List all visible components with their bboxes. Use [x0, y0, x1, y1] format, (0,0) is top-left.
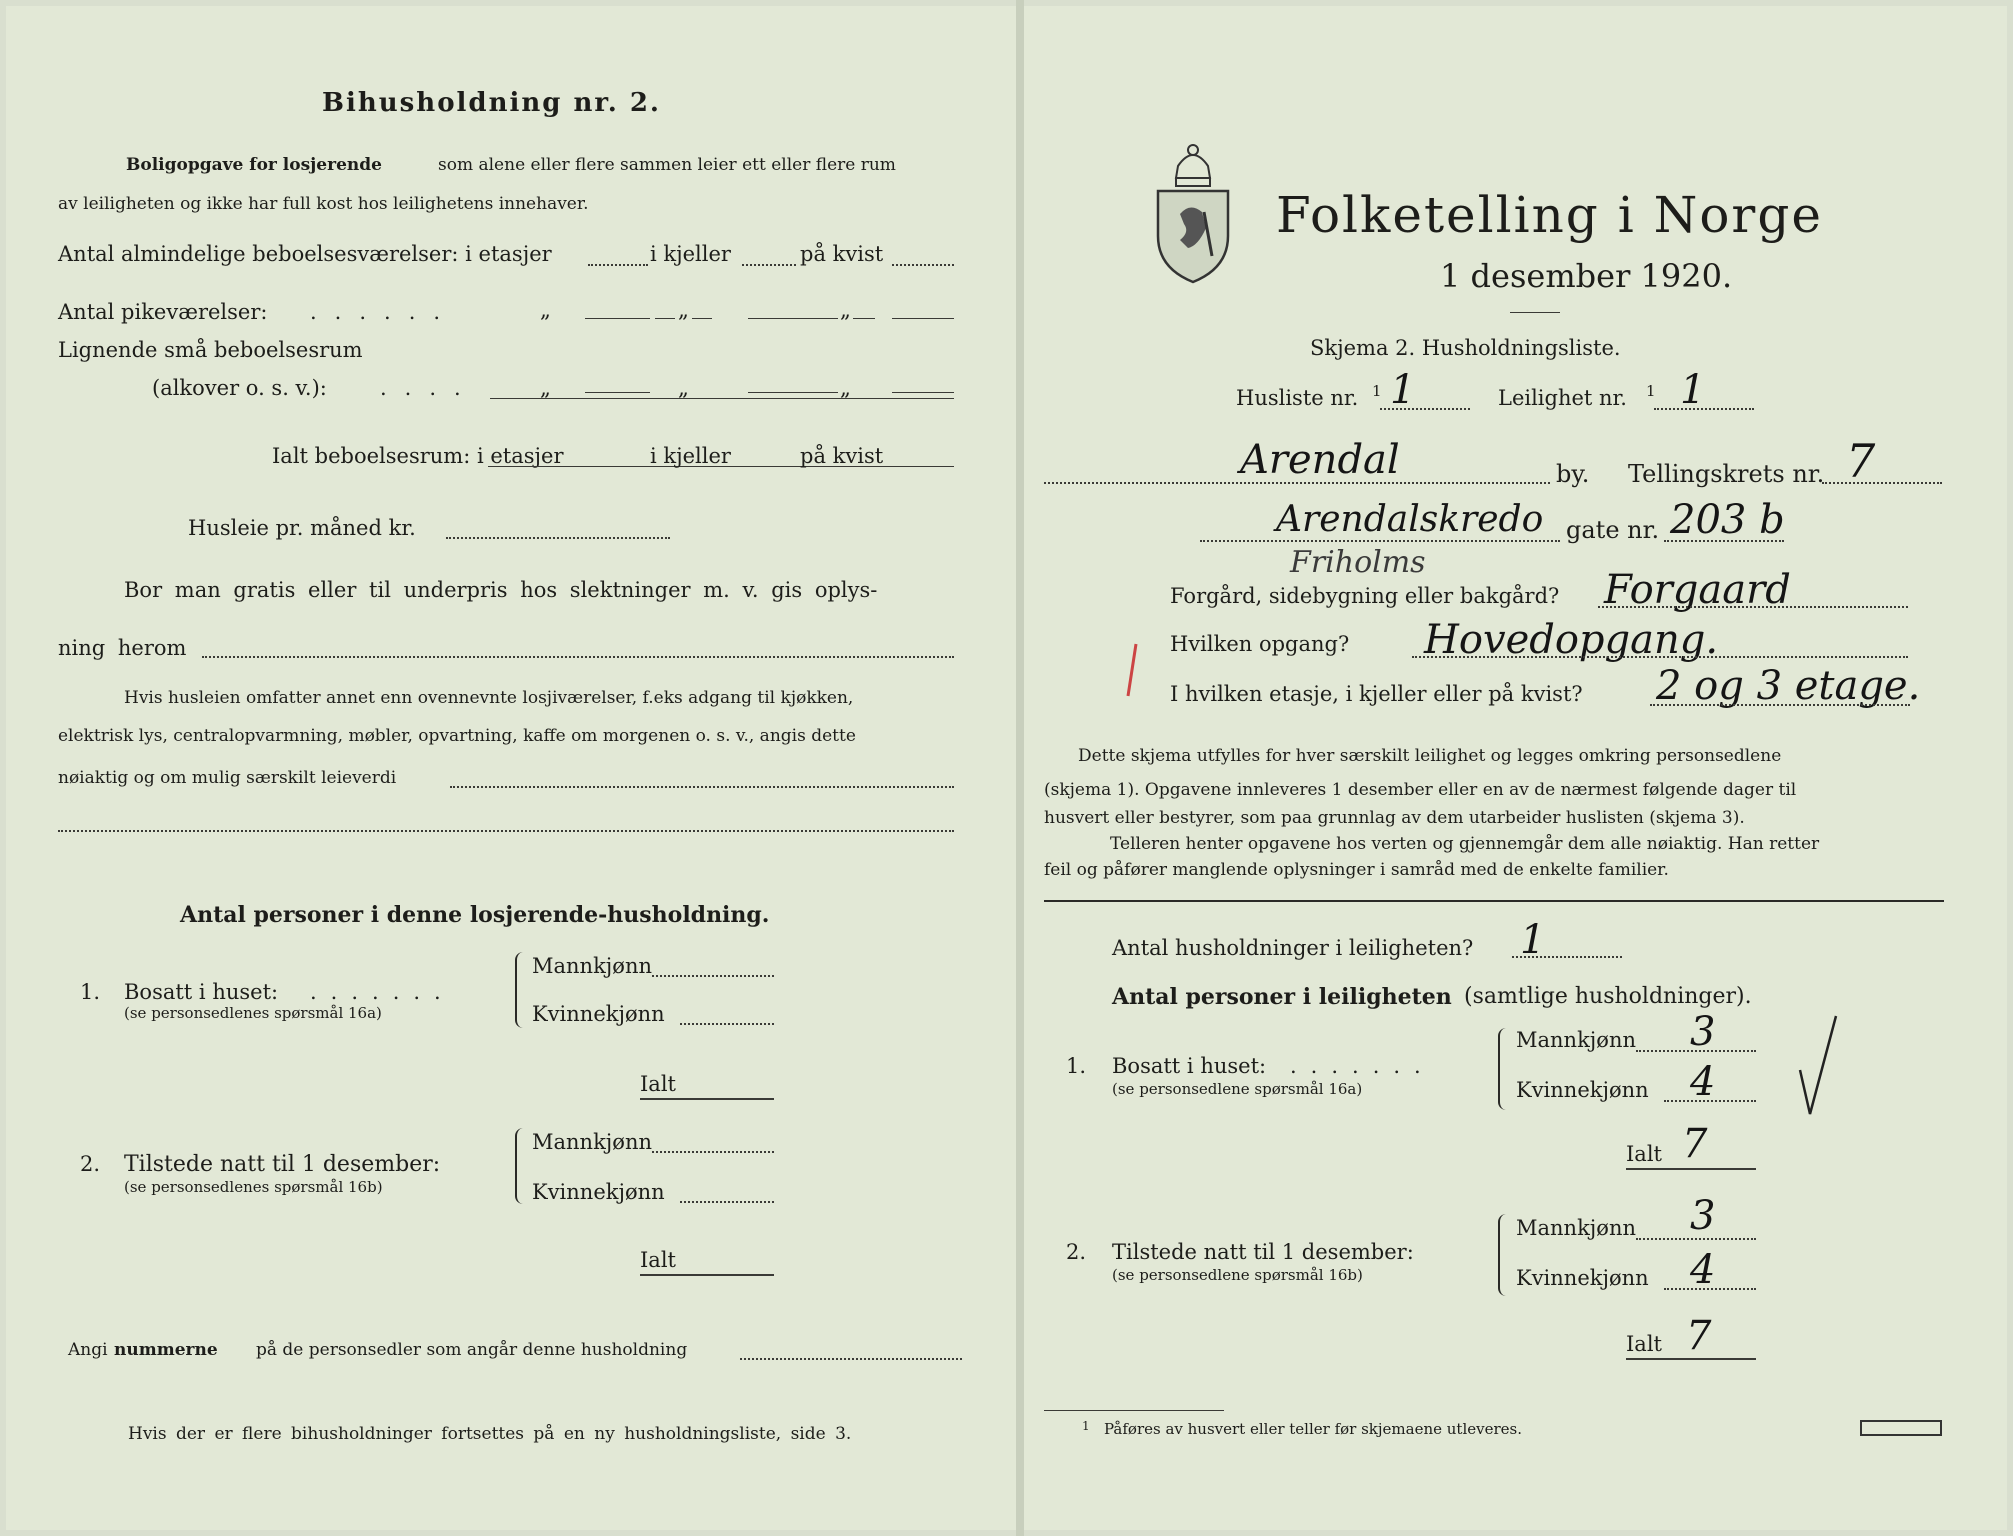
right-q1-brace — [1498, 1028, 1510, 1110]
left-q1-brace — [515, 952, 527, 1028]
gate-nr-field[interactable] — [1664, 540, 1784, 542]
info-line-2: (skjema 1). Opgavene innleveres 1 desember eller en av de nærmest følgende dager til — [1044, 780, 1797, 800]
right-q1-mann-value: 3 — [1690, 1009, 1716, 1055]
pike-dash-2 — [692, 318, 712, 319]
left-q2-ialt-field[interactable] — [640, 1274, 774, 1276]
right-q2-mann-field[interactable] — [1636, 1238, 1756, 1240]
ialt-kvist-label: på kvist — [800, 444, 884, 468]
pike-kjeller-field[interactable] — [748, 318, 838, 319]
lignende-ditto-3: „ — [840, 376, 851, 400]
right-q1-mann-label: Mannkjønn — [1516, 1028, 1637, 1052]
angi-field[interactable] — [740, 1358, 962, 1360]
right-q1-label: Bosatt i huset: — [1112, 1054, 1267, 1078]
rooms-kvist-field[interactable] — [892, 264, 954, 266]
leieverdi-field[interactable] — [450, 786, 954, 788]
left-footer: Hvis der er flere bihusholdninger fortsettes på en ny husholdningsliste, side 3. — [128, 1424, 852, 1444]
gate-nr-value: 203 b — [1670, 497, 1785, 543]
left-q2-kvinne-label: Kvinnekjønn — [532, 1180, 665, 1204]
right-q1-kvinne-field[interactable] — [1664, 1100, 1756, 1102]
lignende-dots: .... — [380, 376, 479, 400]
left-q1-label: Bosatt i huset: — [124, 980, 279, 1004]
left-q1-ialt-label: Ialt — [640, 1072, 676, 1096]
forgard-label: Forgård, sidebygning eller bakgård? — [1170, 584, 1560, 608]
left-q2-brace — [515, 1128, 527, 1204]
left-q1-ialt-field[interactable] — [640, 1098, 774, 1100]
husliste-field[interactable] — [1380, 408, 1470, 410]
coat-of-arms-icon — [1150, 136, 1236, 286]
right-q1-ialt-label: Ialt — [1626, 1142, 1662, 1166]
right-date: 1 desember 1920. — [1440, 257, 1733, 295]
gate-field[interactable] — [1200, 540, 1560, 542]
right-q2-ialt-field[interactable] — [1626, 1358, 1756, 1360]
intro-bold: Boligopgave for losjerende — [126, 155, 382, 175]
footnote-rule — [1044, 1410, 1224, 1411]
right-q1-mann-field[interactable] — [1636, 1050, 1756, 1052]
forgard-field[interactable] — [1598, 606, 1908, 608]
left-persons-heading: Antal personer i denne losjerende-husholdning. — [180, 902, 770, 928]
right-q1-dots: ....... — [1290, 1054, 1435, 1078]
info-line-5: feil og påfører manglende oplysninger i samråd med de enkelte familier. — [1044, 860, 1669, 880]
by-field[interactable] — [1044, 482, 1550, 484]
lignende-label-2: (alkover o. s. v.): — [152, 376, 327, 400]
footnote-text: Påføres av husvert eller teller før skjemaene utleveres. — [1104, 1420, 1522, 1438]
info-line-4: Telleren henter opgavene hos verten og gjennemgår dem alle nøiaktig. Han retter — [1110, 834, 1820, 854]
right-q1-kvinne-value: 4 — [1690, 1059, 1716, 1105]
forgard-value: Forgaard — [1604, 567, 1791, 613]
info-line-3: husvert eller bestyrer, som paa grunnlag av dem utarbeider huslisten (skjema 3). — [1044, 808, 1745, 828]
angi-post: på de personsedler som angår denne husholdning — [256, 1340, 688, 1360]
gate-above-value: Friholms — [1290, 545, 1426, 580]
lignende-etasjer-field[interactable] — [585, 392, 650, 393]
etasje-field[interactable] — [1650, 704, 1910, 706]
left-q2-label: Tilstede natt til 1 desember: — [124, 1152, 441, 1177]
gratis-line-2: ning herom — [58, 636, 187, 660]
right-q2-mann-value: 3 — [1690, 1193, 1716, 1239]
gratis-line-1: Bor man gratis eller til underpris hos slektninger m. v. gis oplys- — [124, 578, 878, 602]
leilighet-field[interactable] — [1654, 408, 1754, 410]
pike-dots: ...... — [310, 300, 459, 324]
checkmark-icon — [1796, 1010, 1844, 1120]
info-line-1: Dette skjema utfylles for hver særskilt leilighet og legges omkring personsedlene — [1078, 746, 1782, 766]
right-q2-kvinne-field[interactable] — [1664, 1288, 1756, 1290]
left-q1-num: 1. — [80, 980, 101, 1004]
right-q2-ialt-value: 7 — [1686, 1313, 1712, 1359]
left-q1-dots: ....... — [310, 980, 455, 1004]
right-q2-brace — [1498, 1214, 1510, 1296]
lignende-ditto-2: „ — [678, 376, 689, 400]
opgang-value: Hovedopgang. — [1424, 617, 1719, 663]
pike-etasjer-field[interactable] — [585, 318, 650, 319]
left-q2-mann-label: Mannkjønn — [532, 1130, 653, 1154]
opgang-label: Hvilken opgang? — [1170, 632, 1350, 656]
omfatter-line-1: Hvis husleien omfatter annet enn ovennevnte losjiværelser, f.eks adgang til kjøkken, — [124, 688, 854, 708]
left-q2-sub: (se personsedlenes spørsmål 16b) — [124, 1178, 383, 1196]
ialt-kjeller-label: i kjeller — [650, 444, 731, 468]
pike-ditto-2: „ — [678, 298, 689, 322]
intro-line2: av leiligheten og ikke har full kost hos leilighetens innehaver. — [58, 194, 589, 214]
omfatter-line-2: elektrisk lys, centralopvarmning, møbler, opvartning, kaffe om morgenen o. s. v., angis dette — [58, 726, 856, 746]
right-q1-kvinne-label: Kvinnekjønn — [1516, 1078, 1649, 1102]
intro-rest: som alene eller flere sammen leier ett eller flere rum — [438, 155, 896, 175]
etasje-label: I hvilken etasje, i kjeller eller på kvist? — [1170, 682, 1583, 706]
lignende-kjeller-field[interactable] — [748, 392, 838, 393]
left-title: Bihusholdning nr. 2. — [322, 88, 661, 118]
left-q2-mann-field[interactable] — [652, 1151, 774, 1153]
gate-value: Arendalskredo — [1276, 499, 1544, 540]
right-q2-label: Tilstede natt til 1 desember: — [1112, 1240, 1414, 1264]
krets-label: Tellingskrets nr. — [1628, 460, 1825, 488]
lignende-kvist-field[interactable] — [892, 392, 954, 393]
right-persons-rest: (samtlige husholdninger). — [1464, 984, 1752, 1009]
lignende-ditto-1: „ — [540, 376, 551, 400]
pike-dash-3 — [853, 318, 875, 319]
left-q1-sub: (se personsedlenes spørsmål 16a) — [124, 1004, 382, 1022]
opgang-field[interactable] — [1412, 656, 1908, 658]
rooms-kjeller-field[interactable] — [742, 264, 796, 266]
leilighet-value: 1 — [1680, 367, 1706, 413]
left-q1-kvinne-field[interactable] — [680, 1023, 774, 1025]
krets-field[interactable] — [1822, 482, 1942, 484]
right-q2-kvinne-label: Kvinnekjønn — [1516, 1266, 1649, 1290]
right-q2-sub: (se personsedlene spørsmål 16b) — [1112, 1266, 1363, 1284]
left-q1-kvinne-label: Kvinnekjønn — [532, 1002, 665, 1026]
leilighet-label: Leilighet nr. — [1498, 386, 1627, 410]
hush-label: Antal husholdninger i leiligheten? — [1112, 936, 1474, 960]
husleie-label: Husleie pr. måned kr. — [188, 516, 416, 540]
date-rule — [1510, 312, 1560, 313]
right-q2-kvinne-value: 4 — [1690, 1247, 1716, 1293]
pike-label: Antal pikeværelser: — [58, 300, 268, 324]
left-q2-num: 2. — [80, 1152, 101, 1176]
rooms-kjeller-label: i kjeller — [650, 242, 731, 266]
right-q2-ialt-label: Ialt — [1626, 1332, 1662, 1356]
red-tick-mark-icon — [1120, 640, 1144, 700]
pike-ditto-3: „ — [840, 298, 851, 322]
right-q2-mann-label: Mannkjønn — [1516, 1216, 1637, 1240]
etasje-value: 2 og 3 etage. — [1656, 663, 1921, 709]
left-q2-kvinne-field[interactable] — [680, 1201, 774, 1203]
right-q1-sub: (se personsedlene spørsmål 16a) — [1112, 1080, 1363, 1098]
schema-label: Skjema 2. Husholdningsliste. — [1310, 336, 1621, 360]
by-value: Arendal — [1240, 437, 1400, 483]
rooms-label: Antal almindelige beboelsesværelser: i etasjer — [58, 242, 552, 266]
husliste-sup: 1 — [1372, 382, 1382, 400]
angi-pre: Angi — [68, 1340, 108, 1360]
lignende-underline — [490, 398, 954, 399]
gate-label: gate nr. — [1566, 516, 1660, 544]
pike-kvist-field[interactable] — [892, 318, 954, 319]
right-title: Folketelling i Norge — [1276, 186, 1823, 244]
rooms-kvist-label: på kvist — [800, 242, 884, 266]
leilighet-sup: 1 — [1646, 382, 1656, 400]
husliste-label: Husliste nr. — [1236, 386, 1359, 410]
right-persons-bold: Antal personer i leiligheten — [1112, 984, 1452, 1010]
husliste-value: 1 — [1390, 367, 1416, 413]
section-rule — [1044, 900, 1944, 902]
right-q1-num: 1. — [1066, 1054, 1087, 1078]
omfatter-line-3: nøiaktig og om mulig særskilt leieverdi — [58, 768, 397, 788]
lignende-label-1: Lignende små beboelsesrum — [58, 338, 363, 362]
right-q2-num: 2. — [1066, 1240, 1087, 1264]
page-fold — [1016, 0, 1024, 1536]
ialt-rum-label: Ialt beboelsesrum: i etasjer — [272, 444, 564, 468]
hush-field[interactable] — [1512, 956, 1622, 958]
rooms-etasjer-field[interactable] — [588, 264, 648, 266]
angi-bold: nummerne — [114, 1340, 218, 1360]
pike-ditto-1: „ — [540, 298, 551, 322]
left-q1-mann-label: Mannkjønn — [532, 954, 653, 978]
right-q1-ialt-value: 7 — [1682, 1121, 1708, 1167]
husleie-field[interactable] — [446, 537, 670, 539]
krets-value: 7 — [1846, 434, 1876, 488]
footnote-num: 1 — [1082, 1419, 1090, 1433]
printer-stamp-icon — [1860, 1420, 1942, 1436]
left-q1-mann-field[interactable] — [652, 975, 774, 977]
right-q1-ialt-field[interactable] — [1626, 1168, 1756, 1170]
left-q2-ialt-label: Ialt — [640, 1248, 676, 1272]
pike-dash-1 — [655, 318, 675, 319]
by-label: by. — [1556, 460, 1590, 488]
gratis-field[interactable] — [202, 656, 954, 658]
leieverdi-field-2[interactable] — [58, 830, 954, 832]
hush-value: 1 — [1520, 917, 1546, 963]
